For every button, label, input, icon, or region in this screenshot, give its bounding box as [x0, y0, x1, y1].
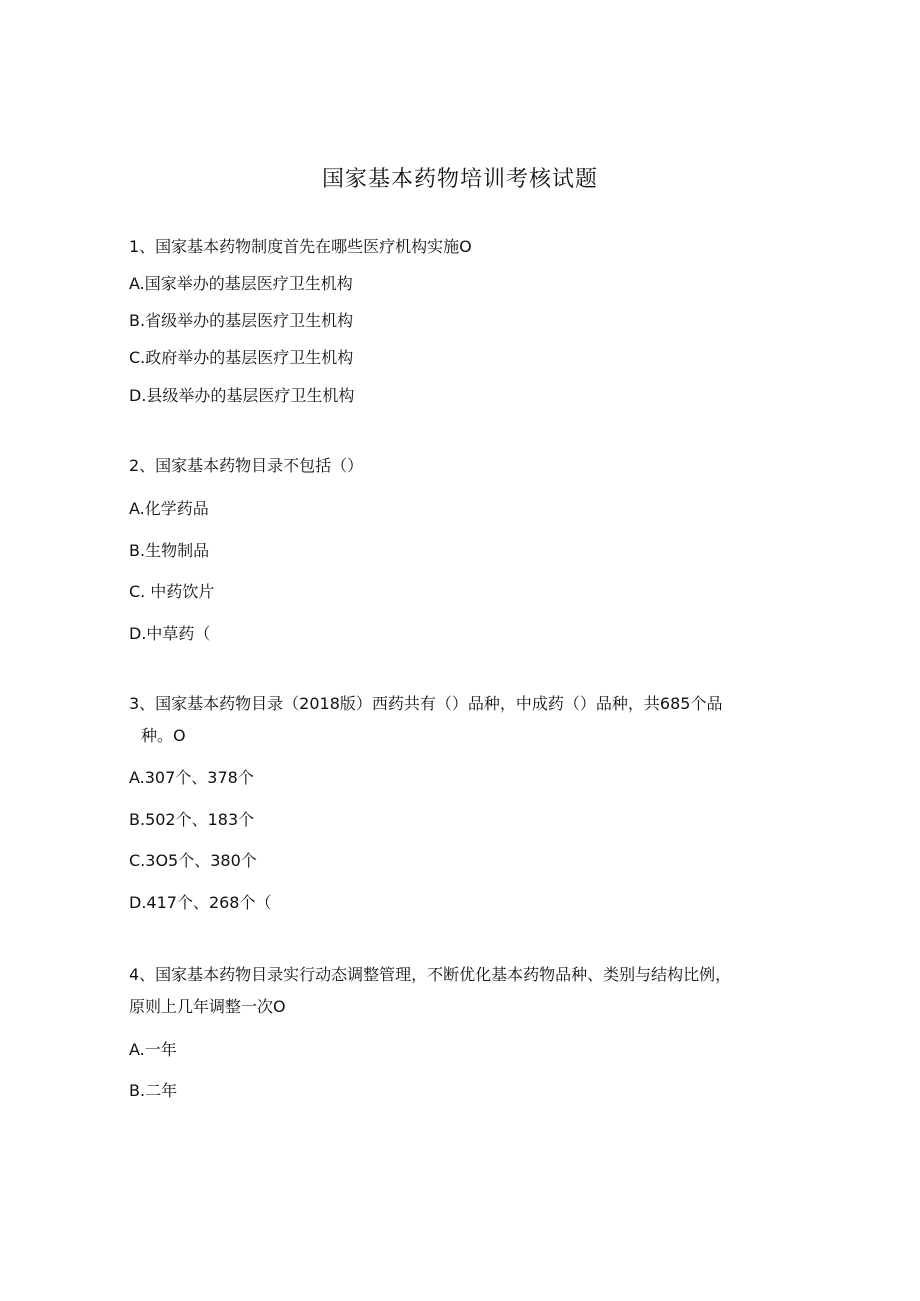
question-4-option-b: B.二年 [129, 1081, 178, 1100]
question-4-stem-line-1: 4、国家基本药物目录实行动态调整管理，不断优化基本药物品种、类别与结构比例， [129, 965, 732, 984]
question-1-stem: 1、国家基本药物制度首先在哪些医疗机构实施O [129, 237, 472, 256]
question-2-option-a: A.化学药品 [129, 499, 209, 518]
question-3-stem-line-1: 3、国家基本药物目录（2018版）西药共有（）品种，中成药（）品种，共685个品 [129, 694, 723, 713]
question-1-option-b: B.省级举办的基层医疗卫生机构 [129, 311, 354, 330]
question-1-option-d: D.县级举办的基层医疗卫生机构 [129, 386, 355, 405]
question-2-option-b: B.生物制品 [129, 541, 210, 560]
question-2-stem: 2、国家基本药物目录不包括（） [129, 456, 364, 475]
question-3-stem-line-2: 种。O [141, 726, 186, 745]
question-4-stem-line-2: 原则上几年调整一次O [129, 997, 286, 1016]
question-1-option-c: C.政府举办的基层医疗卫生机构 [129, 348, 354, 367]
question-3-option-a: A.307个、378个 [129, 768, 254, 787]
question-3-option-b: B.502个、183个 [129, 810, 255, 829]
question-1-option-a: A.国家举办的基层医疗卫生机构 [129, 274, 353, 293]
document-title: 国家基本药物培训考核试题 [321, 167, 598, 192]
question-3-option-c: C.3O5个、380个 [129, 851, 257, 870]
question-2-option-d: D.中草药（ [129, 624, 211, 643]
question-4-option-a: A.一年 [129, 1040, 177, 1059]
question-3-option-d: D.417个、268个（ [129, 893, 272, 912]
question-2-option-c: C. 中药饮片 [129, 582, 215, 601]
